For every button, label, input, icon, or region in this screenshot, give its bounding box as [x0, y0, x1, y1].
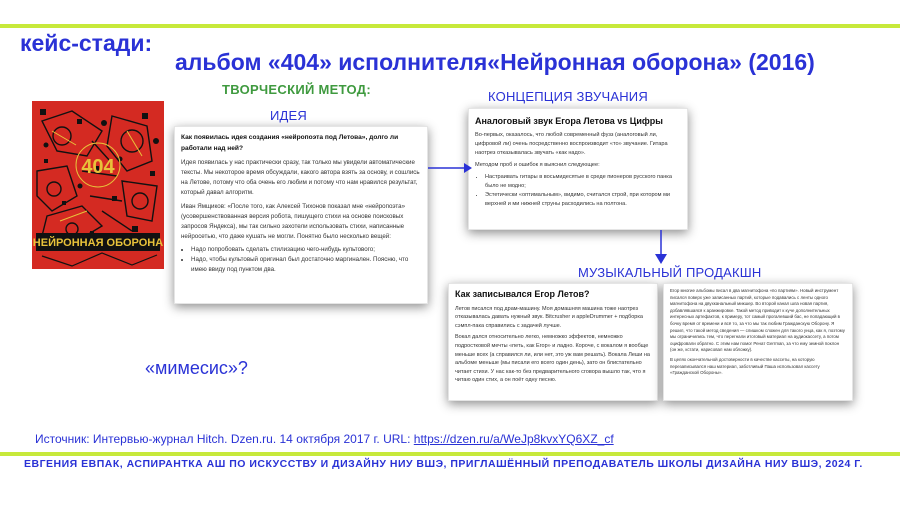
production-label: МУЗЫКАЛЬНЫЙ ПРОДАКШН — [578, 265, 762, 280]
idea-paragraph-2: Иван Ямщиков: «После того, как Алексей Тихонов показал мне «нейропоэта» (усовершенствованная версия робота, пишущего стихи на основе поисковых запросов Яндекса), мы так сильно захотели использовать стихи, написанные нейросетью, что даже кушать не могли. Понятно было несколько вещей: — [181, 202, 406, 240]
recording-heading: Как записывался Егор Летов? — [455, 289, 590, 299]
idea-bullet-list — [181, 245, 421, 275]
sound-concept-card — [468, 108, 688, 230]
sound-label: КОНЦЕПЦИЯ ЗВУЧАНИЯ — [488, 89, 648, 104]
mixing-card — [663, 283, 853, 401]
bottom-divider — [0, 452, 900, 456]
album-title: альбом «404» исполнителя«Нейронная оборона» (2016) — [175, 49, 815, 75]
idea-paragraph-1: Идея появилась у нас практически сразу, так только мы увидели автоматические тексты. Мы некоторое время обсуждали, какого автора взять за основу, и сошлись на Летове, потому что оба очень его любим и потому что нам нравился результат, который давал алгоритм. — [181, 159, 420, 196]
recording-paragraph-1: Летов писался под драм-машину. Моя домашняя машина тоже наотрез отказывалась давать нужный звук. Bitcrusher и appleDrummer + подборка сэмпл-пака справились с задачей лучше. — [455, 305, 643, 329]
arrow-down-icon — [652, 230, 670, 266]
sound-paragraph-2: Методом проб и ошибок я выяснил следующее: — [475, 162, 600, 169]
idea-label: ИДЕЯ — [270, 108, 308, 123]
cover-number: 404 — [81, 156, 115, 178]
mixing-paragraph-1: Егор многие альбомы писал в два магнитофона «по партиям». Новый инструмент писался поверх уже записанных партий, которые подавались с ленты одного магнитофона на двухканальный микшер. Во второй канал шла новая партия, добавлявшаяся к аранжировке. Такой метод приводит к куче дополнительных интересных артефактов, к примеру, тот самый прогалевший бас, не попадающий в бочку время от времени и всё то, за что мы так любим Гражданскую Оборону. Я решил, что такой метод сведения — слишком сложен для такого унца, как я, поэтому мы ограничились тем, что перегнали итоговый материал на аудиокассету, а потом оцифровали обратно. С этим нам помог Ренат Gerrman, за что ему земной поклон (он же, кстати, нарисовал нам обложку). — [670, 288, 845, 353]
method-title: ТВОРЧЕСКИЙ МЕТОД: — [222, 82, 371, 97]
source-text: Источник: Интервью-журнал Hitch. Dzen.ru. 14 октября 2017 г. URL: — [35, 432, 414, 446]
source-link[interactable]: https://dzen.ru/a/WeJp8kvxYQ6XZ_cf — [413, 432, 614, 446]
mimesis-question: «мимесис»? — [145, 358, 248, 378]
arrow-right-icon — [428, 160, 472, 176]
cover-band-name: НЕЙРОННАЯ ОБОРОНА — [32, 237, 164, 249]
idea-question: Как появилась идея создания «нейропоэта под Летова», долго ли работали над ней? — [181, 134, 399, 152]
sound-paragraph-1: Во-первых, оказалось, что любой современный фузз (аналоговый ли, цифровой ли) очень посредственно воспроизводит «то» звучание. Гитара наотрез отказывалась звучать «как надо». — [475, 132, 668, 157]
footer-credits: ЕВГЕНИЯ ЕВПАК, АСПИРАНТКА АШ ПО ИСКУССТВУ И ДИЗАЙНУ НИУ ВШЭ, ПРИГЛАШЁННЫЙ ПРЕПОДАВАТЕЛЬ ШКОЛЫ ДИЗАЙНА НИУ ВШЭ, 2024 Г. — [24, 458, 863, 470]
case-label: кейс-стади: — [20, 30, 153, 56]
source-citation — [35, 432, 614, 446]
idea-bullet-2: • Надо, чтобы культовый оригинал был достаточно маргинален. Поясню, что имею ввиду под пунктом два. — [191, 255, 421, 275]
album-cover-image — [32, 101, 164, 269]
mixing-paragraph-2: В целях окончательной достоверности в качестве кассеты, на которую перезаписывался наш материал, заботливый Паша использовал кассету «Гражданской Обороны». — [670, 357, 820, 376]
sound-bullet-1: • Настраивать гитары в восьмидесятые в среде пионеров русского панка было не модно; — [485, 173, 681, 191]
recording-card — [448, 283, 658, 401]
idea-bullet-1: • Надо попробовать сделать стилизацию чего-нибудь культового; — [191, 245, 421, 255]
sound-heading: Аналоговый звук Егора Летова vs Цифры — [475, 116, 663, 126]
sound-bullet-2: • Эстетически «оптимальным», видимо, считался строй, при котором ми верхней и ми нижней струны расходились на полтона. — [485, 191, 681, 209]
recording-paragraph-2: Вокал дался относительно легко, немножко эффектов, немножко подростковой мечты «петь, как Егор» и ладно. Короче, с вокалом я вообще меньше всех (а справился ли, или нет, это уж вам решать). Вокала Леши на альбоме меньше (мы писали его всего один день), зато он блистательно читает стихи. У нас как-то без предварительного сговора вышло так, что я читаю один стих, а он поёт одну песню. — [455, 334, 650, 384]
top-divider — [0, 24, 900, 28]
idea-interview-card — [174, 126, 428, 304]
sound-bullet-list — [475, 173, 681, 209]
